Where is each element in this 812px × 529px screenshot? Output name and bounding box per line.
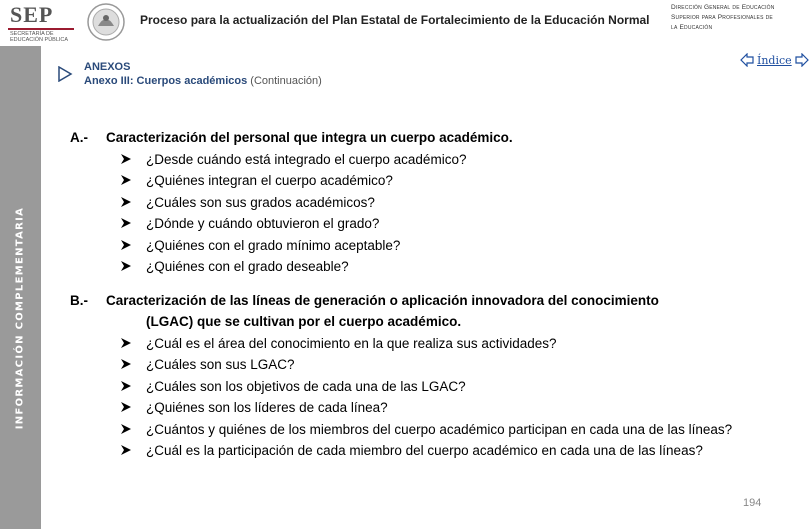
- list-item: [70, 256, 746, 278]
- national-seal-icon: [86, 2, 126, 42]
- sidebar-label: INFORMACIÓN COMPLEMENTARIA: [14, 206, 26, 430]
- section-a-list: [70, 149, 746, 278]
- list-item-text: ¿Quiénes con el grado deseable?: [146, 259, 349, 274]
- list-item-text: ¿Cuántos y quiénes de los miembros del cuerpo académico participan en cada una de las líneas?: [146, 421, 733, 437]
- list-item: [70, 235, 746, 257]
- list-item: [70, 376, 746, 398]
- section-b-list: [70, 333, 746, 461]
- arrow-bullet-icon: [120, 444, 132, 456]
- department-line-1: Dirección General de Educación: [671, 4, 775, 11]
- arrow-bullet-icon: [120, 239, 132, 251]
- arrow-bullet-icon: [120, 174, 132, 186]
- list-item-text: ¿Cuál es la participación de cada miembro del cuerpo académico en cada una de las líneas?: [146, 442, 703, 458]
- list-item: [70, 397, 746, 419]
- section-b-heading-line-1: Caracterización de las líneas de generación o aplicación innovadora del conocimiento: [106, 292, 659, 308]
- arrow-bullet-icon: [120, 217, 132, 229]
- department-line-2: Superior para Profesionales de: [671, 14, 773, 21]
- list-item: [70, 213, 746, 235]
- sidebar: [0, 46, 41, 529]
- section-kicker: ANEXOS: [84, 61, 131, 73]
- sep-logo-text: SEP: [10, 2, 54, 27]
- play-arrow-icon: [57, 66, 73, 82]
- list-item-text: ¿Cuáles son sus LGAC?: [146, 357, 295, 372]
- section-continuation: (Continuación): [250, 75, 322, 87]
- department-line-3: la Educación: [671, 24, 713, 31]
- section-a-heading-text: Caracterización del personal que integra un cuerpo académico.: [106, 130, 513, 145]
- arrow-right-icon[interactable]: [795, 53, 809, 67]
- arrow-bullet-icon: [120, 337, 132, 349]
- arrow-bullet-icon: [120, 196, 132, 208]
- list-item: [70, 149, 746, 171]
- section-title-text: Anexo III: Cuerpos académicos: [84, 75, 248, 87]
- section-a-letter: A.-: [70, 130, 88, 145]
- list-item-text: ¿Cuál es el área del conocimiento en la que realiza sus actividades?: [146, 335, 557, 351]
- arrow-left-icon[interactable]: [740, 53, 754, 67]
- department-name: [671, 3, 807, 33]
- sep-logo: [6, 2, 78, 44]
- list-item: [70, 192, 746, 214]
- list-item-text: ¿Cuáles son sus grados académicos?: [146, 194, 375, 210]
- document-title: Proceso para la actualización del Plan Estatal de Fortalecimiento de la Educación Normal: [140, 13, 650, 27]
- arrow-bullet-icon: [120, 380, 132, 392]
- list-item: [70, 170, 746, 192]
- list-item: [70, 440, 746, 461]
- list-item-text: ¿Quiénes con el grado mínimo aceptable?: [146, 237, 401, 253]
- section-a-heading: [70, 127, 746, 149]
- page-header: [0, 0, 812, 46]
- list-item-text: ¿Quiénes integran el cuerpo académico?: [146, 173, 393, 188]
- section-b-heading-line-2: (LGAC) que se cultivan por el cuerpo académico.: [146, 314, 462, 329]
- list-item: [70, 419, 746, 440]
- list-item-text: ¿Cuáles son los objetivos de cada una de las LGAC?: [146, 378, 466, 394]
- arrow-bullet-icon: [120, 423, 132, 435]
- section-title: [84, 75, 322, 87]
- arrow-bullet-icon: [120, 153, 132, 165]
- navigation: [740, 52, 809, 68]
- list-item: [70, 354, 746, 376]
- list-item-text: ¿Quiénes son los líderes de cada línea?: [146, 400, 388, 415]
- section-b-letter: B.-: [70, 292, 88, 308]
- list-item-text: ¿Dónde y cuándo obtuvieron el grado?: [146, 216, 380, 231]
- sep-logo-line: [8, 28, 74, 30]
- content: [70, 127, 746, 461]
- arrow-bullet-icon: [120, 401, 132, 413]
- page-number: 194: [743, 497, 762, 509]
- section-b-heading: [70, 290, 746, 333]
- list-item: [70, 333, 746, 355]
- arrow-bullet-icon: [120, 260, 132, 272]
- list-item-text: ¿Desde cuándo está integrado el cuerpo académico?: [146, 151, 467, 167]
- arrow-bullet-icon: [120, 358, 132, 370]
- index-link[interactable]: Índice: [757, 53, 792, 67]
- sep-logo-subtitle: SECRETARÍA DE EDUCACIÓN PÚBLICA: [10, 31, 69, 43]
